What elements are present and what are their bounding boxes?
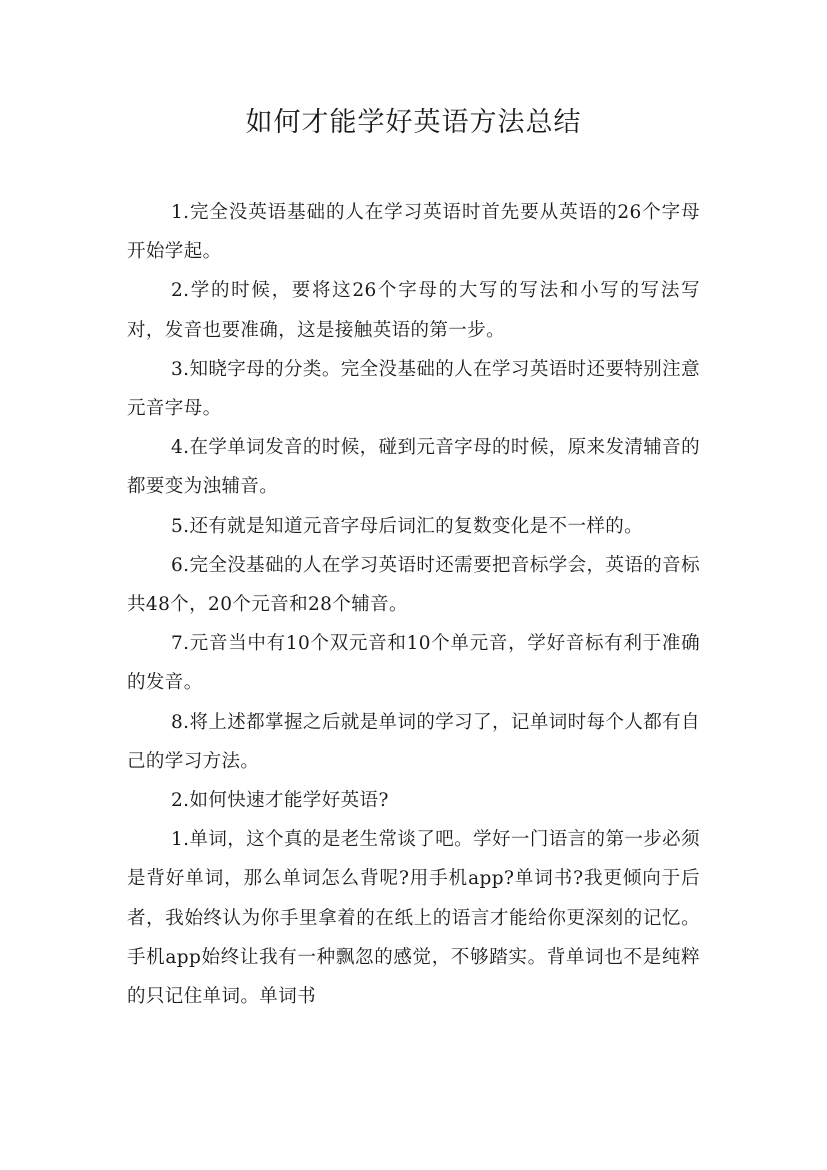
paragraph-3: 3.知晓字母的分类。完全没基础的人在学习英语时还要特别注意元音字母。	[127, 358, 700, 420]
paragraph-2: 2.学的时候，要将这26个字母的大写的写法和小写的写法写对，发音也要准确，这是接触英语的第一步。	[127, 280, 700, 341]
paragraph-8: 8.将上述都掌握之后就是单词的学习了，记单词时每个人都有自己的学习方法。	[127, 711, 700, 772]
paragraph-5: 5.还有就是知道元音字母后词汇的复数变化是不一样的。	[171, 515, 644, 537]
paragraph-1: 1.完全没英语基础的人在学习英语时首先要从英语的26个字母开始学起。	[127, 202, 700, 263]
paragraph-6: 6.完全没基础的人在学习英语时还需要把音标学会，英语的音标共48个，20个元音和28个辅音。	[127, 554, 700, 616]
document-title: 如何才能学好英语方法总结	[245, 107, 582, 138]
paragraph-10: 1.单词，这个真的是老生常谈了吧。学好一门语言的第一步必须是背好单词，那么单词怎么背呢?用手机app?单词书?我更倾向于后者，我始终认为你手里拿着的在纸上的语言才能给你更深刻的记忆。手机app始终让我有一种飘忽的感觉，不够踏实。背单词也不是纯粹的只记住单词。单词书	[127, 829, 700, 1008]
paragraph-7: 7.元音当中有10个双元音和10个单元音，学好音标有利于准确的发音。	[127, 633, 700, 694]
paragraph-4: 4.在学单词发音的时候，碰到元音字母的时候，原来发清辅音的都要变为浊辅音。	[127, 437, 700, 498]
document-body	[127, 193, 700, 1016]
section-heading: 2.如何快速才能学好英语?	[171, 790, 389, 812]
